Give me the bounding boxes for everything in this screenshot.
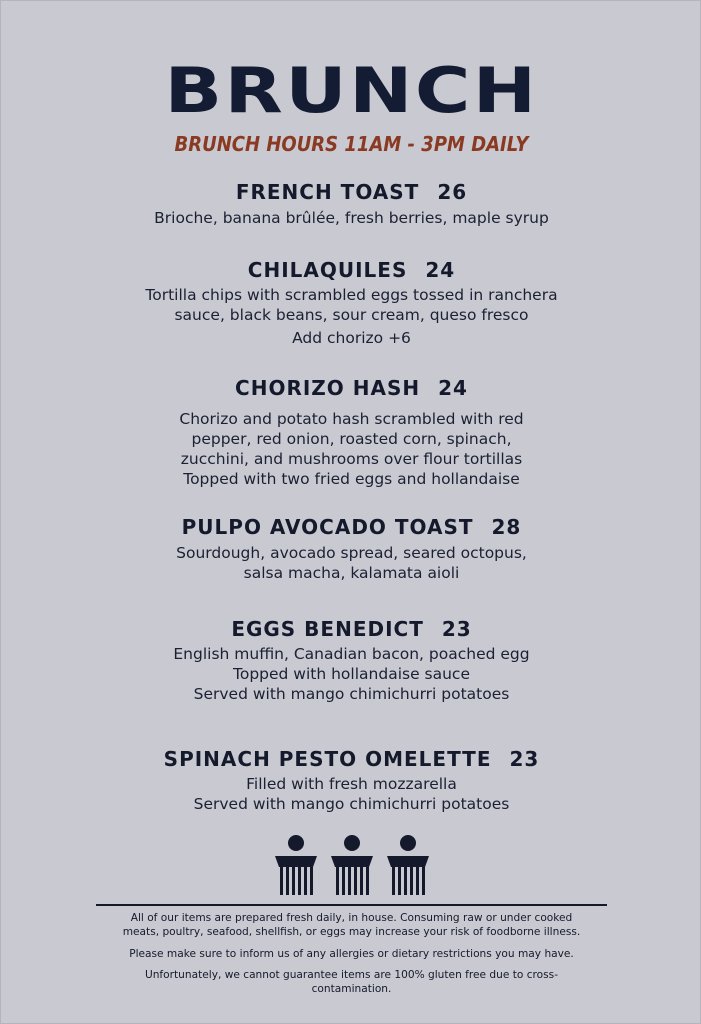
menu-item-name: PULPO AVOCADO TOAST (181, 515, 474, 539)
notice-line: All of our items are prepared fresh daily, in house. Consuming raw or under cooked (130, 912, 573, 924)
description-line: Served with mango chimichurri potatoes (193, 795, 510, 813)
menu-item-name: FRENCH TOAST (235, 180, 420, 204)
menu-item-description (1, 774, 701, 814)
menu-item-price: 26 (437, 180, 468, 204)
menu-item-name: CHILAQUILES (247, 258, 408, 282)
page-title: BRUNCH (164, 54, 539, 127)
description-line: Topped with hollandaise sauce (233, 665, 470, 683)
food-safety-notice (91, 911, 612, 939)
notice-line: meats, poultry, seafood, shellfish, or eggs may increase your risk of foodborne illness. (122, 926, 581, 938)
footer-divider (96, 904, 607, 906)
menu-item-name: EGGS BENEDICT (231, 617, 424, 641)
menu-item-description (1, 208, 701, 228)
description-line: Sourdough, avocado spread, seared octopus, (176, 544, 527, 562)
menu-item-addon: Add chorizo +6 (292, 329, 411, 347)
description-line: Topped with two fried eggs and hollandaise (183, 470, 520, 488)
menu-item-description (1, 285, 701, 348)
description-line: Chorizo and potato hash scrambled with red (179, 410, 524, 428)
menu-item-description (1, 644, 701, 704)
menu-item-name: CHORIZO HASH (235, 376, 421, 400)
menu-item-name: SPINACH PESTO OMELETTE (163, 747, 492, 771)
menu-item-heading (1, 746, 701, 772)
menu-item-heading (1, 179, 701, 205)
menu-item-description (1, 543, 701, 583)
person-figure-icon (275, 835, 317, 895)
gluten-notice (91, 968, 612, 996)
person-figures-logo (271, 831, 435, 897)
notice-line: Unfortunately, we cannot guarantee items are 100% gluten free due to cross- (144, 969, 559, 981)
description-line: sauce, black beans, sour cream, queso fresco (174, 306, 529, 324)
description-line: pepper, red onion, roasted corn, spinach, (191, 430, 512, 448)
menu-item-price: 28 (491, 515, 522, 539)
menu-item-french-toast (1, 179, 701, 228)
allergy-notice: Please make sure to inform us of any allergies or dietary restrictions you may have. (129, 948, 574, 960)
menu-item-price: 23 (441, 617, 472, 641)
menu-item-chorizo-hash (1, 375, 701, 489)
menu-item-price: 23 (509, 747, 540, 771)
menu-item-pulpo-avocado-toast (1, 514, 701, 583)
menu-item-heading (1, 375, 701, 401)
description-line: Brioche, banana brûlée, fresh berries, maple syrup (154, 209, 549, 227)
description-line: salsa macha, kalamata aioli (243, 564, 460, 582)
menu-item-price: 24 (425, 258, 456, 282)
menu-item-description (1, 409, 701, 489)
description-line: Tortilla chips with scrambled eggs tossed in ranchera (145, 286, 558, 304)
menu-item-heading (1, 514, 701, 540)
description-line: Served with mango chimichurri potatoes (193, 685, 510, 703)
description-line: Filled with fresh mozzarella (246, 775, 457, 793)
menu-item-spinach-pesto-omelette (1, 746, 701, 814)
notice-line: contamination. (311, 983, 392, 995)
person-figure-icon (331, 835, 373, 895)
brunch-hours: BRUNCH HOURS 11AM - 3PM DAILY (174, 132, 529, 156)
description-line: English muffin, Canadian bacon, poached egg (173, 645, 530, 663)
menu-item-price: 24 (438, 376, 468, 400)
menu-item-heading (1, 257, 701, 283)
menu-item-heading (1, 616, 701, 642)
menu-item-chilaquiles (1, 257, 701, 348)
menu-item-eggs-benedict (1, 616, 701, 704)
person-figure-icon (387, 835, 429, 895)
description-line: zucchini, and mushrooms over flour tortillas (180, 450, 523, 468)
